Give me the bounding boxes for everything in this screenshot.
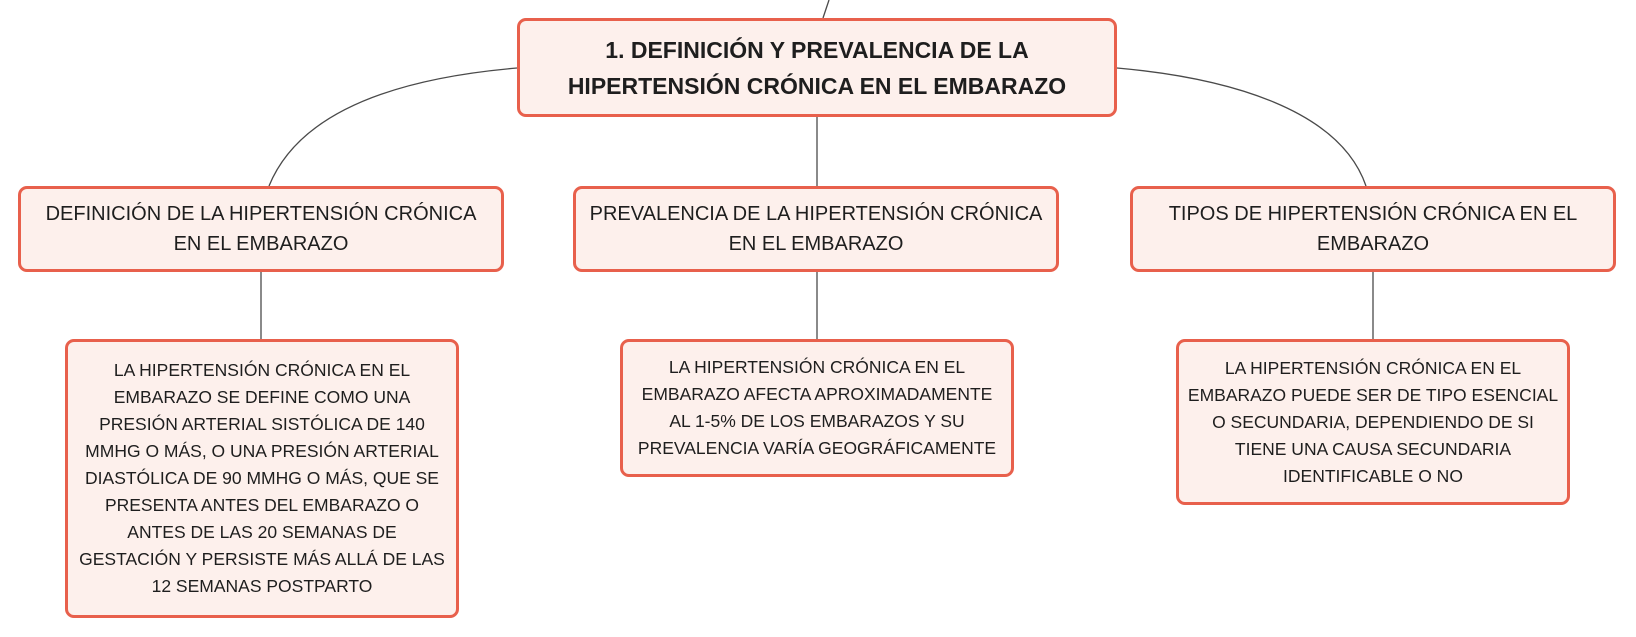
detail-text-prevalencia: LA HIPERTENSIÓN CRÓNICA EN EL EMBARAZO AFECTA APROXIMADAMENTE AL 1-5% DE LOS EMBARAZOS Y SU PREVALENCIA VARÍA GEOGRÁFICAMENTE	[637, 357, 997, 458]
topic-title-definicion: DEFINICIÓN DE LA HIPERTENSIÓN CRÓNICA EN EL EMBARAZO	[45, 203, 477, 255]
detail-node-definicion[interactable]	[65, 339, 459, 618]
connector-root-definicion	[269, 68, 517, 186]
detail-text-definicion: LA HIPERTENSIÓN CRÓNICA EN EL EMBARAZO SE DEFINE COMO UNA PRESIÓN ARTERIAL SISTÓLICA DE 140 MMHG O MÁS, O UNA PRESIÓN ARTERIAL DIASTÓLICA DE 90 MMHG O MÁS, QUE SE PRESENTA ANTES DEL EMBARAZO O ANTES DE LAS 20 SEMANAS DE GESTACIÓN Y PERSISTE MÁS ALLÁ DE LAS 12 SEMANAS POSTPARTO	[79, 360, 445, 596]
topic-title-tipos: TIPOS DE HIPERTENSIÓN CRÓNICA EN EL EMBARAZO	[1168, 203, 1578, 255]
root-topic-line2: HIPERTENSIÓN CRÓNICA EN EL EMBARAZO	[567, 72, 1067, 99]
detail-node-prevalencia[interactable]	[620, 339, 1014, 477]
detail-text-tipos: LA HIPERTENSIÓN CRÓNICA EN EL EMBARAZO PUEDE SER DE TIPO ESENCIAL O SECUNDARIA, DEPENDIENDO DE SI TIENE UNA CAUSA SECUNDARIA IDENTIFICABLE O NO	[1187, 357, 1559, 486]
topic-node-tipos[interactable]	[1130, 186, 1616, 272]
root-topic-text	[568, 32, 1066, 104]
connector-parent-root	[823, 0, 829, 18]
connector-root-tipos	[1117, 68, 1366, 186]
topic-title-prevalencia: PREVALENCIA DE LA HIPERTENSIÓN CRÓNICA EN EL EMBARAZO	[589, 203, 1043, 255]
topic-node-definicion[interactable]	[18, 186, 504, 272]
root-topic-line1: 1. DEFINICIÓN Y PREVALENCIA DE LA	[605, 36, 1029, 63]
topic-node-prevalencia[interactable]	[573, 186, 1059, 272]
detail-node-tipos[interactable]	[1176, 339, 1570, 505]
root-topic-node[interactable]	[517, 18, 1117, 117]
